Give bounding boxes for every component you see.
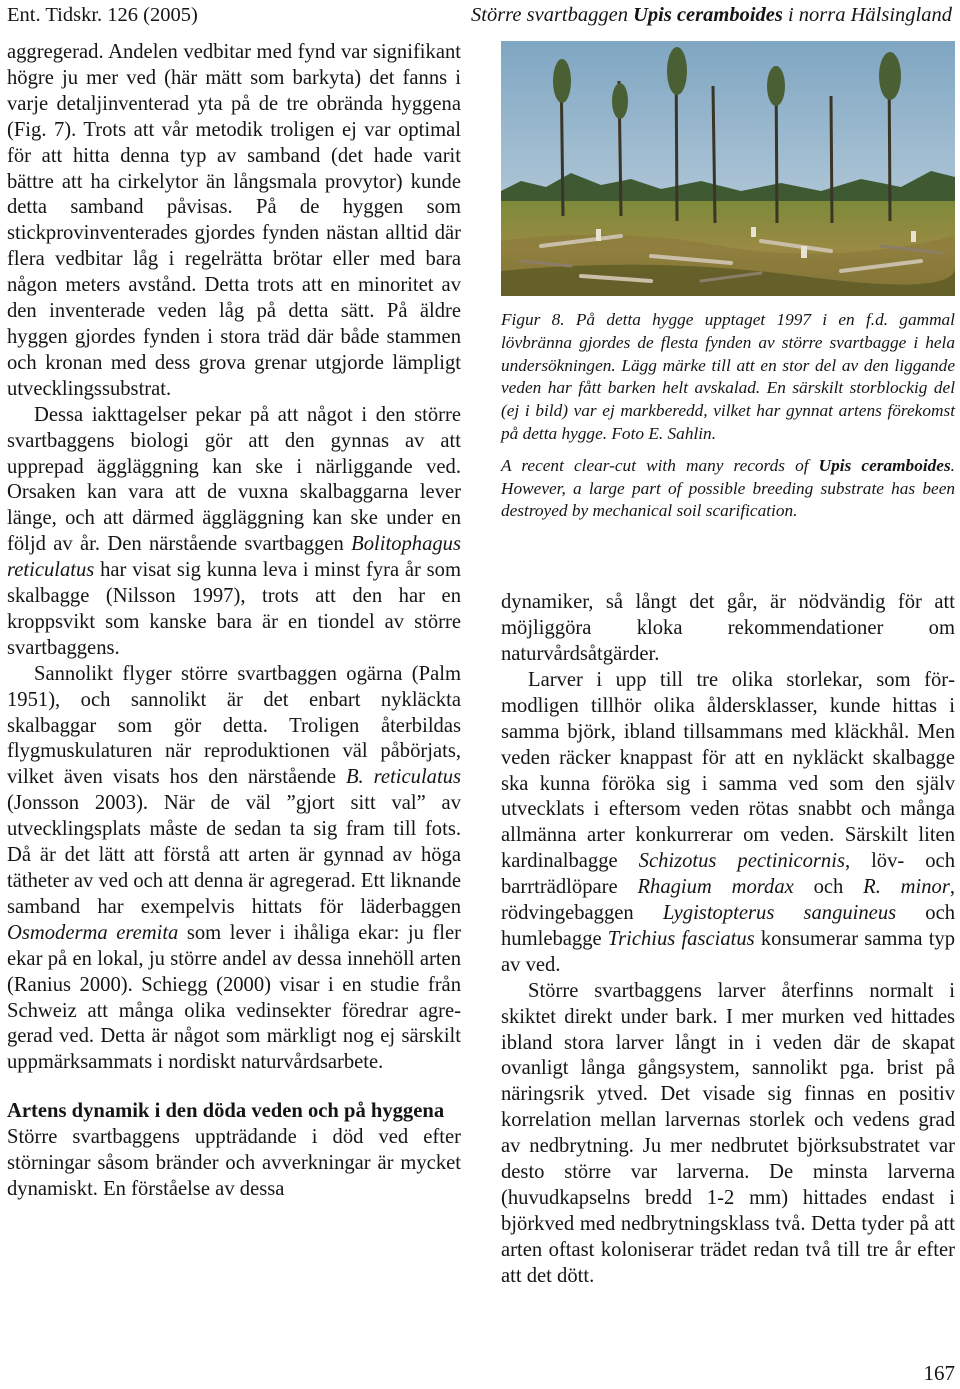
paragraph-text: konsumerar samma typ av ved. [501, 927, 956, 976]
species-name: Upis ceramboides [818, 455, 951, 475]
paragraph-text: , löv- och barrträdlöpare [501, 850, 955, 899]
species-name: Osmoderma eremita [7, 921, 179, 944]
species-name: Schizotus pectinicornis [638, 850, 845, 873]
paragraph-text: har visat sig kunna leva i minst fyra år som skalbagge (Nilsson 1997), trots att den har en kroppsvikt som kanske bara är en tiondel av större svartbaggens. [7, 559, 461, 659]
paragraph-dynamics: Större svartbaggens uppträdande i död ved efter störningar såsom bränder och avverkningar är mycket dynamiskt. En förståelse av dessa [7, 1126, 461, 1200]
species-name: Bolitophagus reticulatus [7, 533, 461, 582]
paragraph-text: Sannolikt flyger större svartbaggen ogärna (Palm 1951), och sannolikt är det enbart nykläckta skalbaggar som gör detta. Troligen återbildas flygmuskulaturen när reproduktionen väl påbörjats, vilket även visats hos den närstående [7, 662, 461, 789]
paragraph-aggregation: aggregerad. Andelen vedbitar med fynd var signifikant högre ju mer ved (här mätt som barkyta) det fanns i varje detaljinventerad yta på de tre obrända hyggena (Fig. 7). Trots att vår metodik troligen ej var optimal för att hitta denna typ av samband (det hade varit bättre att ha cirkelytor än långsmala provytor) kunde detta samband påvisas. På de hyggen som stickprovinventerades gjordes fynden nästan alltid där flera vedbitar låg i regelrätta brötar eller med bara någon meters avstånd. Detta trots att en minoritet av den inventerade veden låg på detta sätt. På äldre hyggen gjordes fynden i stora träd där både stammen och kronan med dess grova grenar utgjorde lämpligt utvecklingssubstrat. [7, 41, 461, 400]
photo-drawing [501, 41, 955, 296]
paragraph-text: och [793, 876, 864, 899]
paragraph-text: och humlebagge [501, 902, 956, 950]
journal-citation: Ent. Tidskr. 126 (2005) [7, 4, 198, 26]
clear-cut-photo [501, 41, 955, 296]
figure-caption-english [501, 455, 955, 523]
paragraph-flight [7, 662, 461, 1077]
species-name: R. minor [863, 876, 950, 899]
paragraph-recommendations: dynamiker, så långt det går, är nödvändig för att möjliggöra kloka rekommendationer om naturvårdsåtgärder. [501, 591, 955, 665]
paragraph-larvae [501, 668, 955, 979]
paragraph-text: (Jonsson 2003). När de väl ”gjort sitt val” av utvecklingsplats måste de sedan ta sig fram till fots. Då är det lätt att förstå att arten är gynnad av höga tätheter av ved och att denna är agregerad. Ett liknande samband har exempelvis hittats för läderbaggen [7, 792, 461, 918]
running-title-species: Upis ceramboides [633, 4, 783, 26]
page-number: 167 [923, 1361, 955, 1385]
left-column [7, 40, 461, 1203]
running-title-post: i norra Hälsingland [782, 4, 952, 26]
species-name: Rhagium mordax [637, 876, 794, 899]
figure-caption-swedish: Figur 8. På detta hygge upptaget 1997 i en f.d. gammal lövbränna gjordes de flesta fynden av större svartbagge i hela undersökningen. Lägg märke till att en stor del av den liggande veden har fått barken helt avskalad. En särskilt storblockig del (ej i bild) var ej markberedd, vilket har gynnat artens förekomst på detta hygge. Foto E. Sahlin. [501, 310, 955, 443]
running-title [471, 2, 952, 28]
species-name: B. reticulatus [345, 766, 461, 789]
paragraph-larvae-location: Större svartbaggens larver återfinns normalt i skiktet direkt under bark. I mer murken ved hittades ibland stora larver långt in i veden där de skapat ovanligt långa gångsystem, sannolikt pga. brist på näringsrik ytved. Det visade sig finnas en positiv korrelation mellan larvernas storlek och vedens grad av nedbrytning. Ju mer nedbrutet björksubstratet var desto större var larverna. De minsta larverna (huvudkapselns bredd 1-2 mm) hittades endast i björkved med nedbrytningsklass två. Detta tyder på att arten oftast koloniserar trädet redan två till tre år efter att det dött. [501, 979, 955, 1287]
paragraph-text: Larver i upp till tre olika storlekar, som förmodligen tillhör olika åldersklasser, kunde hittas i samma björk, ibland tillsammans med kläckhål. Men veden räcker knappast för att en nykläckt skalbagge ska kunna föröka sig i samma ved som den själv utvecklats i eftersom veden rötas snabbt och många allmänna arter konkurrerar om veden. Särskilt liten kardinalbagge [501, 668, 955, 873]
caption-text: . However, a large part of possible breeding substrate has been destroyed by mechanical soil scarification. [501, 455, 955, 521]
right-body-text [501, 590, 955, 1289]
species-name: Lygistopterus sanguineus [662, 902, 897, 925]
species-name: Trichius fasciatus [607, 927, 755, 950]
paragraph-text: , rödvingebaggen [501, 876, 955, 925]
paragraph-text: Dessa iakttagelser pekar på att något i den större svartbaggens biologi gör att den gynnas av att upprepad äggläggning kan ske i närliggande ved. Orsaken kan vara att de vuxna skalbaggarna lever länge, och att därmed äggläggning kan ske under en följd av år. Den närstående svartbaggen [7, 403, 461, 556]
running-title-pre: Större svartbaggen [471, 4, 634, 26]
paragraph-observations [7, 403, 461, 662]
right-column [501, 41, 955, 1290]
section-heading: Artens dynamik i den döda veden och på hyggena [7, 1100, 445, 1123]
paragraph-text: som lever i ihåliga ekar: ju fler ekar på en lokal, ju större andel av dessa innehöll arten (Ranius 2000). Schiegg (2000) visar i en studie från Schweiz att många olika vedinsekter föredrar agregerad ved. Detta är något som märkligt nog ej särskilt uppmärksammats i nordiskt naturvårdsarbete. [7, 921, 461, 1074]
caption-text: A recent clear-cut with many records of [501, 455, 819, 475]
